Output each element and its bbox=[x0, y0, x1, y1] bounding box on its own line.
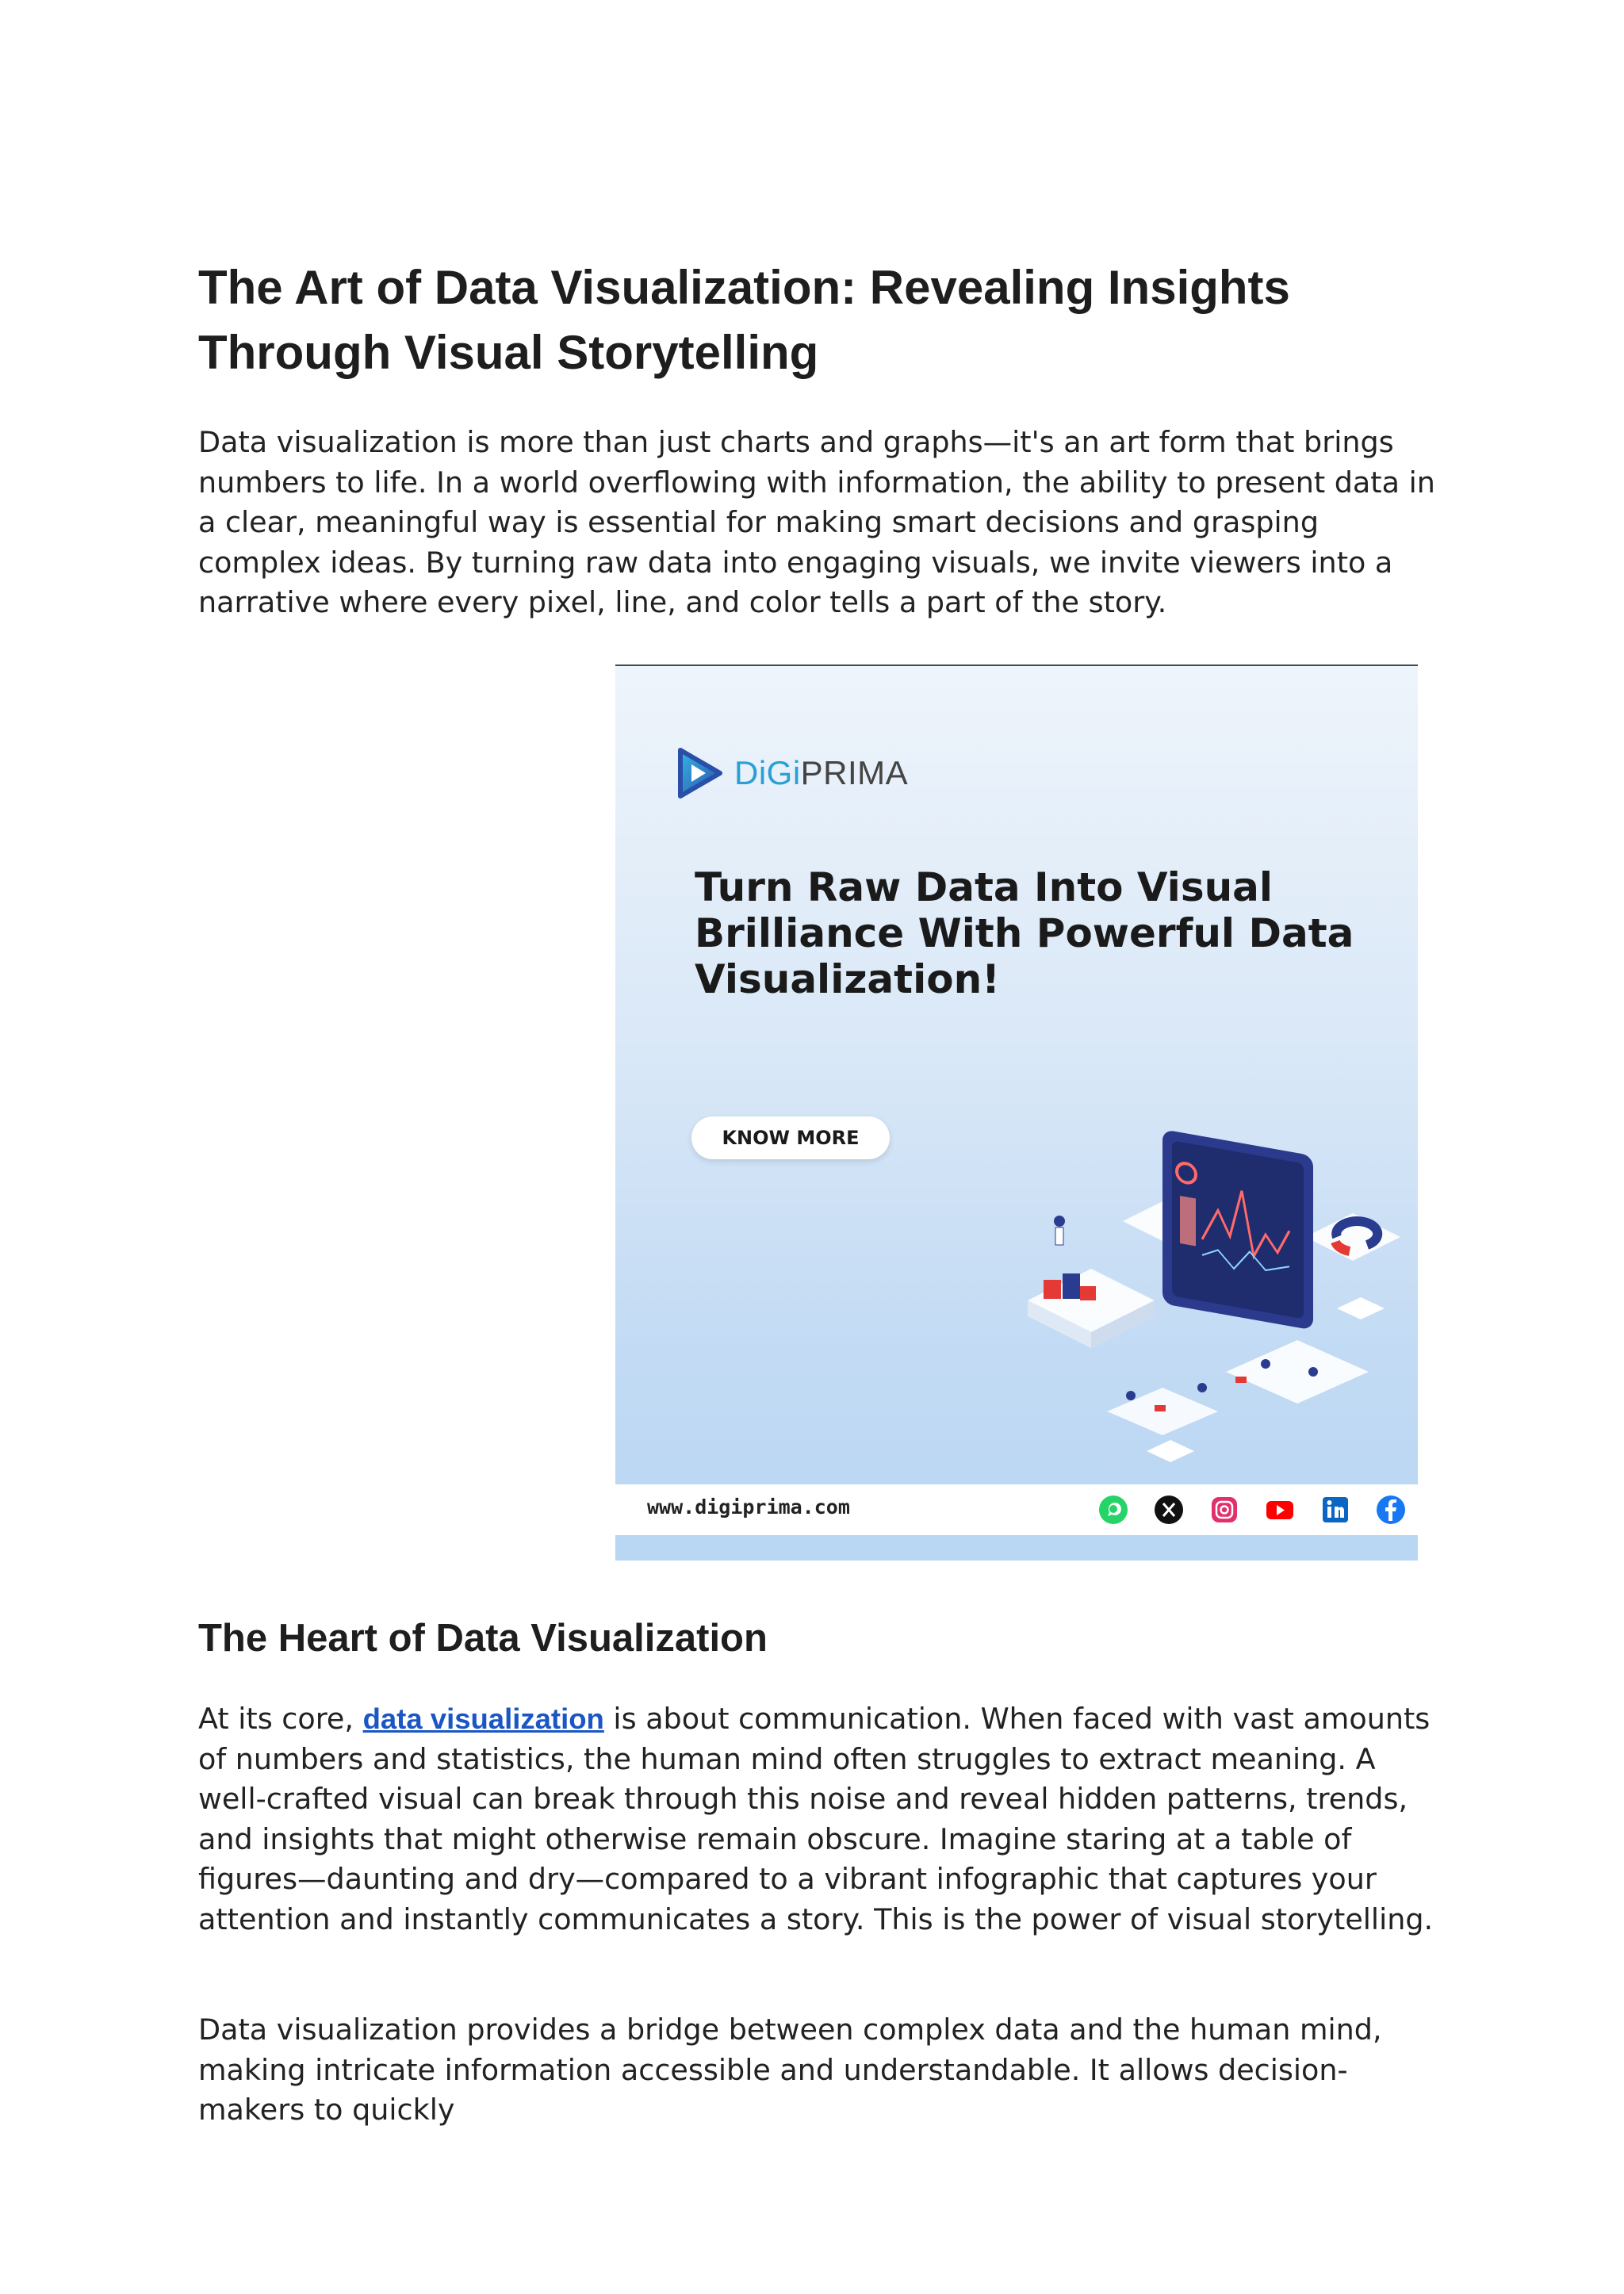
linkedin-icon[interactable] bbox=[1320, 1494, 1351, 1526]
x-icon[interactable] bbox=[1153, 1494, 1185, 1526]
section-heading: The Heart of Data Visualization bbox=[198, 1617, 768, 1660]
facebook-icon[interactable] bbox=[1375, 1494, 1407, 1526]
brand-name bbox=[734, 754, 908, 792]
banner-image bbox=[615, 664, 1418, 1561]
brand-prefix: DiGi bbox=[734, 754, 801, 791]
know-more-button[interactable]: KNOW MORE bbox=[691, 1116, 890, 1159]
article-title: The Art of Data Visualization: Revealing Insights Through Visual Storytelling bbox=[198, 261, 1290, 379]
bridge-paragraph: Data visualization provides a bridge between complex data and the human mind, making intricate information accessible and understandable. It allows decision-makers to quickly bbox=[198, 2013, 1382, 2127]
core-paragraph bbox=[198, 1699, 1435, 1940]
core-text-after: is about communication. When faced with vast amounts of numbers and statistics, the human mind often struggles to extract meaning. A well-crafted visual can break through this noise and reveal hidden patterns, trends, and insights that might otherwise remain obscure. Imagine staring at a table of figures—daunting and dry—compared to a vibrant infographic that captures your attention and instantly communicates a story. This is the power of visual storytelling. bbox=[198, 1702, 1434, 1936]
whatsapp-icon[interactable] bbox=[1097, 1494, 1129, 1526]
play-logo-icon bbox=[672, 745, 725, 801]
banner-footer-strip bbox=[615, 1535, 1418, 1561]
instagram-icon[interactable] bbox=[1208, 1494, 1240, 1526]
brand-suffix: PRIMA bbox=[800, 754, 909, 791]
banner-headline: Turn Raw Data Into Visual Brilliance With Powerful Data Visualization! bbox=[695, 864, 1354, 1002]
brand-logo bbox=[672, 745, 908, 801]
social-icons bbox=[1097, 1494, 1407, 1526]
banner-footer bbox=[615, 1484, 1418, 1535]
isometric-dashboard-illustration bbox=[964, 1110, 1408, 1483]
core-text-before: At its core, bbox=[198, 1702, 363, 1736]
intro-paragraph: Data visualization is more than just charts and graphs—it's an art form that brings numbers to life. In a world overflowing with information, the ability to present data in a clear, meaningful way is essential for making smart decisions and grasping complex ideas. By turning raw data into engaging visuals, we invite viewers into a narrative where every pixel, line, and color tells a part of the story. bbox=[198, 425, 1435, 619]
youtube-icon[interactable] bbox=[1264, 1494, 1296, 1526]
website-url[interactable]: www.digiprima.com bbox=[647, 1496, 850, 1518]
data-visualization-link[interactable]: data visualization bbox=[362, 1702, 604, 1735]
